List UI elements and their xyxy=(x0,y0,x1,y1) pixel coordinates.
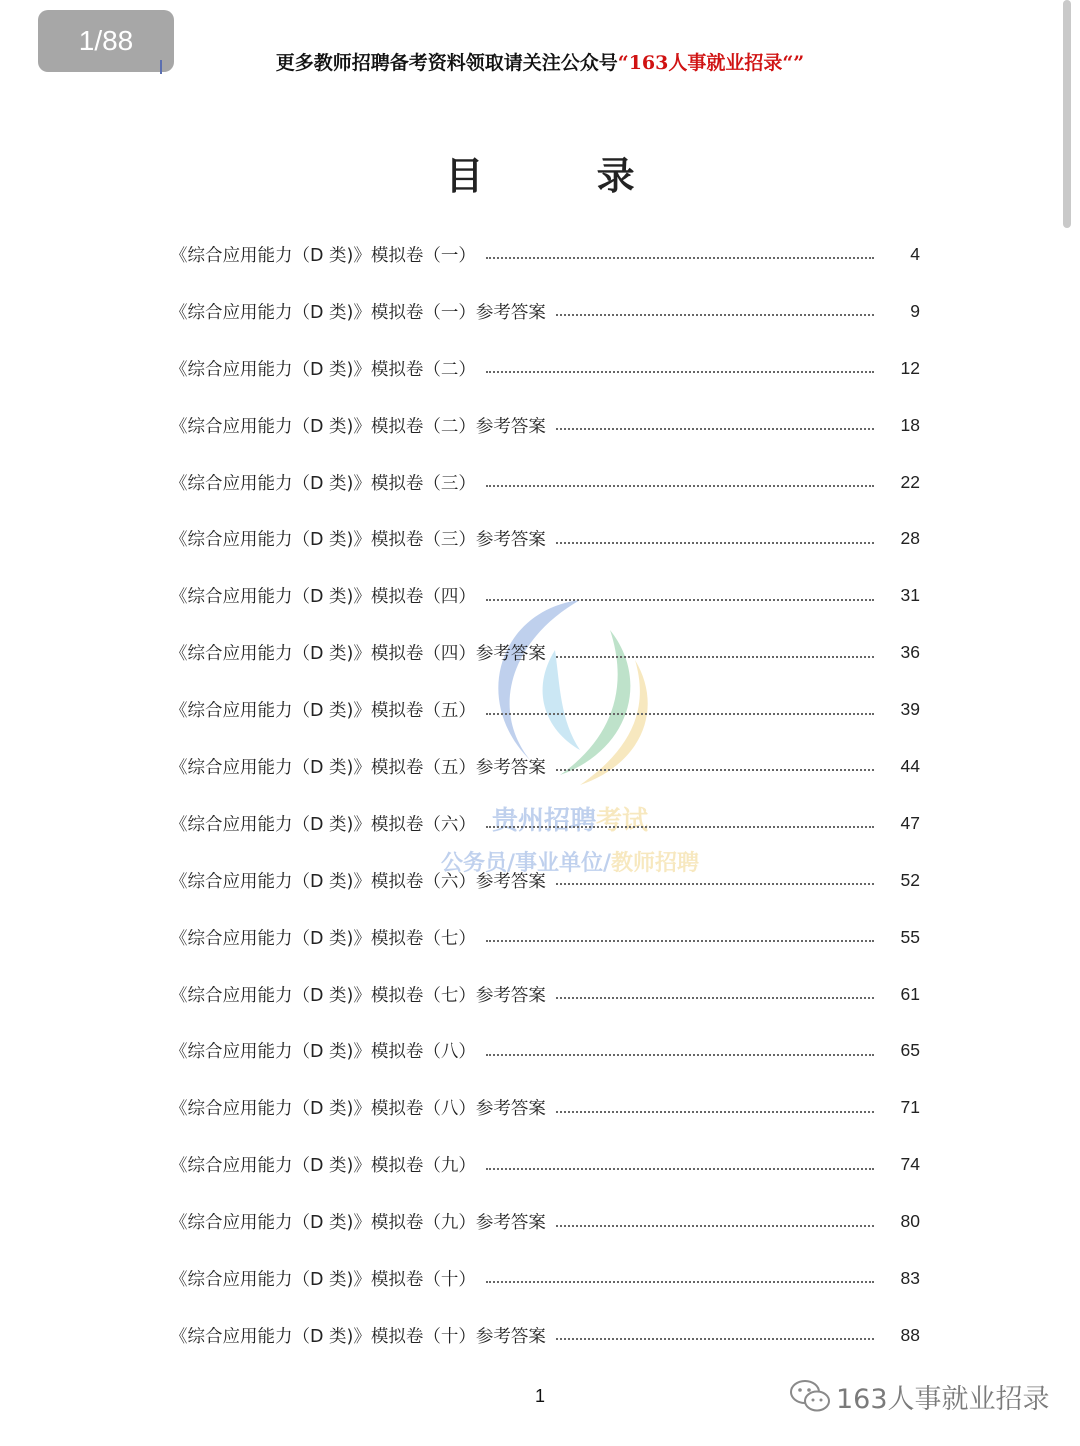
toc-entry[interactable] xyxy=(170,795,920,852)
toc-entry-page: 52 xyxy=(900,869,920,890)
toc-entry-page: 80 xyxy=(900,1211,920,1232)
toc-entry-page: 55 xyxy=(900,926,920,947)
toc-entry-title: 《综合应用能力（D 类)》模拟卷（十） xyxy=(170,1269,476,1290)
toc-entry-page: 4 xyxy=(910,243,920,264)
toc-entry-page: 12 xyxy=(900,357,920,378)
toc-entry[interactable] xyxy=(170,567,920,624)
toc-entry[interactable] xyxy=(170,909,920,966)
toc-leader-dots xyxy=(556,656,874,658)
toc-entry-title: 《综合应用能力（D 类)》模拟卷（八）参考答案 xyxy=(170,1099,546,1120)
toc-entry[interactable] xyxy=(170,454,920,511)
wechat-account-badge xyxy=(788,1376,1050,1416)
watermark-title-main: 贵州招聘 xyxy=(491,806,596,836)
toc-entry-title: 《综合应用能力（D 类)》模拟卷（二） xyxy=(170,359,476,380)
toc-entry[interactable] xyxy=(170,681,920,738)
watermark-sub-main: 公务员/事业单位/ xyxy=(440,851,612,876)
wechat-icon xyxy=(788,1376,832,1416)
toc-entry[interactable] xyxy=(170,283,920,340)
toc-entry-title: 《综合应用能力（D 类)》模拟卷（七） xyxy=(170,928,476,949)
toc-entry-title: 《综合应用能力（D 类)》模拟卷（五）参考答案 xyxy=(170,757,546,778)
toc-entry-title: 《综合应用能力（D 类)》模拟卷（六）参考答案 xyxy=(170,871,546,892)
toc-leader-dots xyxy=(556,1225,874,1227)
toc-entry-page: 47 xyxy=(900,812,920,833)
toc-entry[interactable] xyxy=(170,1136,920,1193)
toc-entry-page: 31 xyxy=(900,585,920,606)
promo-header-text: 更多教师招聘备考资料领取请关注公众号 xyxy=(275,52,618,74)
toc-entry[interactable] xyxy=(170,1307,920,1364)
toc-leader-dots xyxy=(486,485,874,487)
toc-entry[interactable] xyxy=(170,397,920,454)
toc-entry-title: 《综合应用能力（D 类)》模拟卷（九） xyxy=(170,1156,476,1177)
toc-leader-dots xyxy=(556,428,874,430)
toc-entry-page: 71 xyxy=(900,1097,920,1118)
toc-leader-dots xyxy=(486,1168,874,1170)
toc-entry-title: 《综合应用能力（D 类)》模拟卷（一） xyxy=(170,245,476,266)
toc-entry[interactable] xyxy=(170,340,920,397)
toc-leader-dots xyxy=(486,599,874,601)
page-title: 目 录 xyxy=(445,154,685,198)
toc-entry-page: 9 xyxy=(910,300,920,321)
toc-leader-dots xyxy=(556,769,874,771)
toc-entry-page: 18 xyxy=(900,414,920,435)
toc-leader-dots xyxy=(486,940,874,942)
promo-header-account: “163人事就业招录“” xyxy=(617,52,805,74)
table-of-contents xyxy=(170,226,920,1364)
toc-entry-title: 《综合应用能力（D 类)》模拟卷（十）参考答案 xyxy=(170,1326,546,1347)
toc-entry-title: 《综合应用能力（D 类)》模拟卷（二）参考答案 xyxy=(170,416,546,437)
toc-entry[interactable] xyxy=(170,510,920,567)
toc-entry[interactable] xyxy=(170,738,920,795)
watermark-sub-accent: 教师招聘 xyxy=(611,851,700,876)
page-indicator[interactable]: 1/88 xyxy=(38,10,174,72)
toc-entry-title: 《综合应用能力（D 类)》模拟卷（三）参考答案 xyxy=(170,530,546,551)
toc-entry[interactable] xyxy=(170,966,920,1023)
toc-entry-title: 《综合应用能力（D 类)》模拟卷（五） xyxy=(170,701,476,722)
toc-entry-title: 《综合应用能力（D 类)》模拟卷（四） xyxy=(170,587,476,608)
toc-entry-title: 《综合应用能力（D 类)》模拟卷（七）参考答案 xyxy=(170,985,546,1006)
toc-entry-title: 《综合应用能力（D 类)》模拟卷（六） xyxy=(170,814,476,835)
toc-entry-title: 《综合应用能力（D 类)》模拟卷（三） xyxy=(170,473,476,494)
wechat-account-name: 163人事就业招录 xyxy=(836,1383,1050,1415)
toc-leader-dots xyxy=(556,1111,874,1113)
toc-leader-dots xyxy=(556,542,874,544)
toc-entry-title: 《综合应用能力（D 类)》模拟卷（一）参考答案 xyxy=(170,302,546,323)
toc-entry-title: 《综合应用能力（D 类)》模拟卷（九）参考答案 xyxy=(170,1213,546,1234)
toc-entry-page: 39 xyxy=(900,699,920,720)
toc-entry[interactable] xyxy=(170,226,920,283)
toc-leader-dots xyxy=(486,371,874,373)
toc-leader-dots xyxy=(486,1054,874,1056)
toc-entry-title: 《综合应用能力（D 类)》模拟卷（八） xyxy=(170,1042,476,1063)
toc-leader-dots xyxy=(556,314,874,316)
toc-entry-page: 61 xyxy=(900,983,920,1004)
toc-entry[interactable] xyxy=(170,1193,920,1250)
toc-entry-page: 83 xyxy=(900,1267,920,1288)
toc-leader-dots xyxy=(486,257,874,259)
toc-entry[interactable] xyxy=(170,1079,920,1136)
toc-entry-page: 74 xyxy=(900,1154,920,1175)
toc-entry-page: 22 xyxy=(900,471,920,492)
toc-entry-page: 36 xyxy=(900,642,920,663)
toc-leader-dots xyxy=(556,1338,874,1340)
toc-leader-dots xyxy=(486,1281,874,1283)
toc-entry[interactable] xyxy=(170,624,920,681)
toc-entry[interactable] xyxy=(170,1250,920,1307)
toc-entry-page: 65 xyxy=(900,1040,920,1061)
page-number: 1 xyxy=(534,1386,545,1406)
toc-entry-page: 44 xyxy=(900,755,920,776)
toc-entry[interactable] xyxy=(170,1022,920,1079)
watermark-title-accent: 考试 xyxy=(596,806,649,836)
toc-entry[interactable] xyxy=(170,852,920,909)
toc-leader-dots xyxy=(556,997,874,999)
promo-header xyxy=(0,48,1080,75)
toc-leader-dots xyxy=(556,883,874,885)
toc-leader-dots xyxy=(486,826,874,828)
toc-entry-page: 28 xyxy=(900,528,920,549)
toc-leader-dots xyxy=(486,713,874,715)
toc-entry-page: 88 xyxy=(900,1324,920,1345)
toc-entry-title: 《综合应用能力（D 类)》模拟卷（四）参考答案 xyxy=(170,644,546,665)
